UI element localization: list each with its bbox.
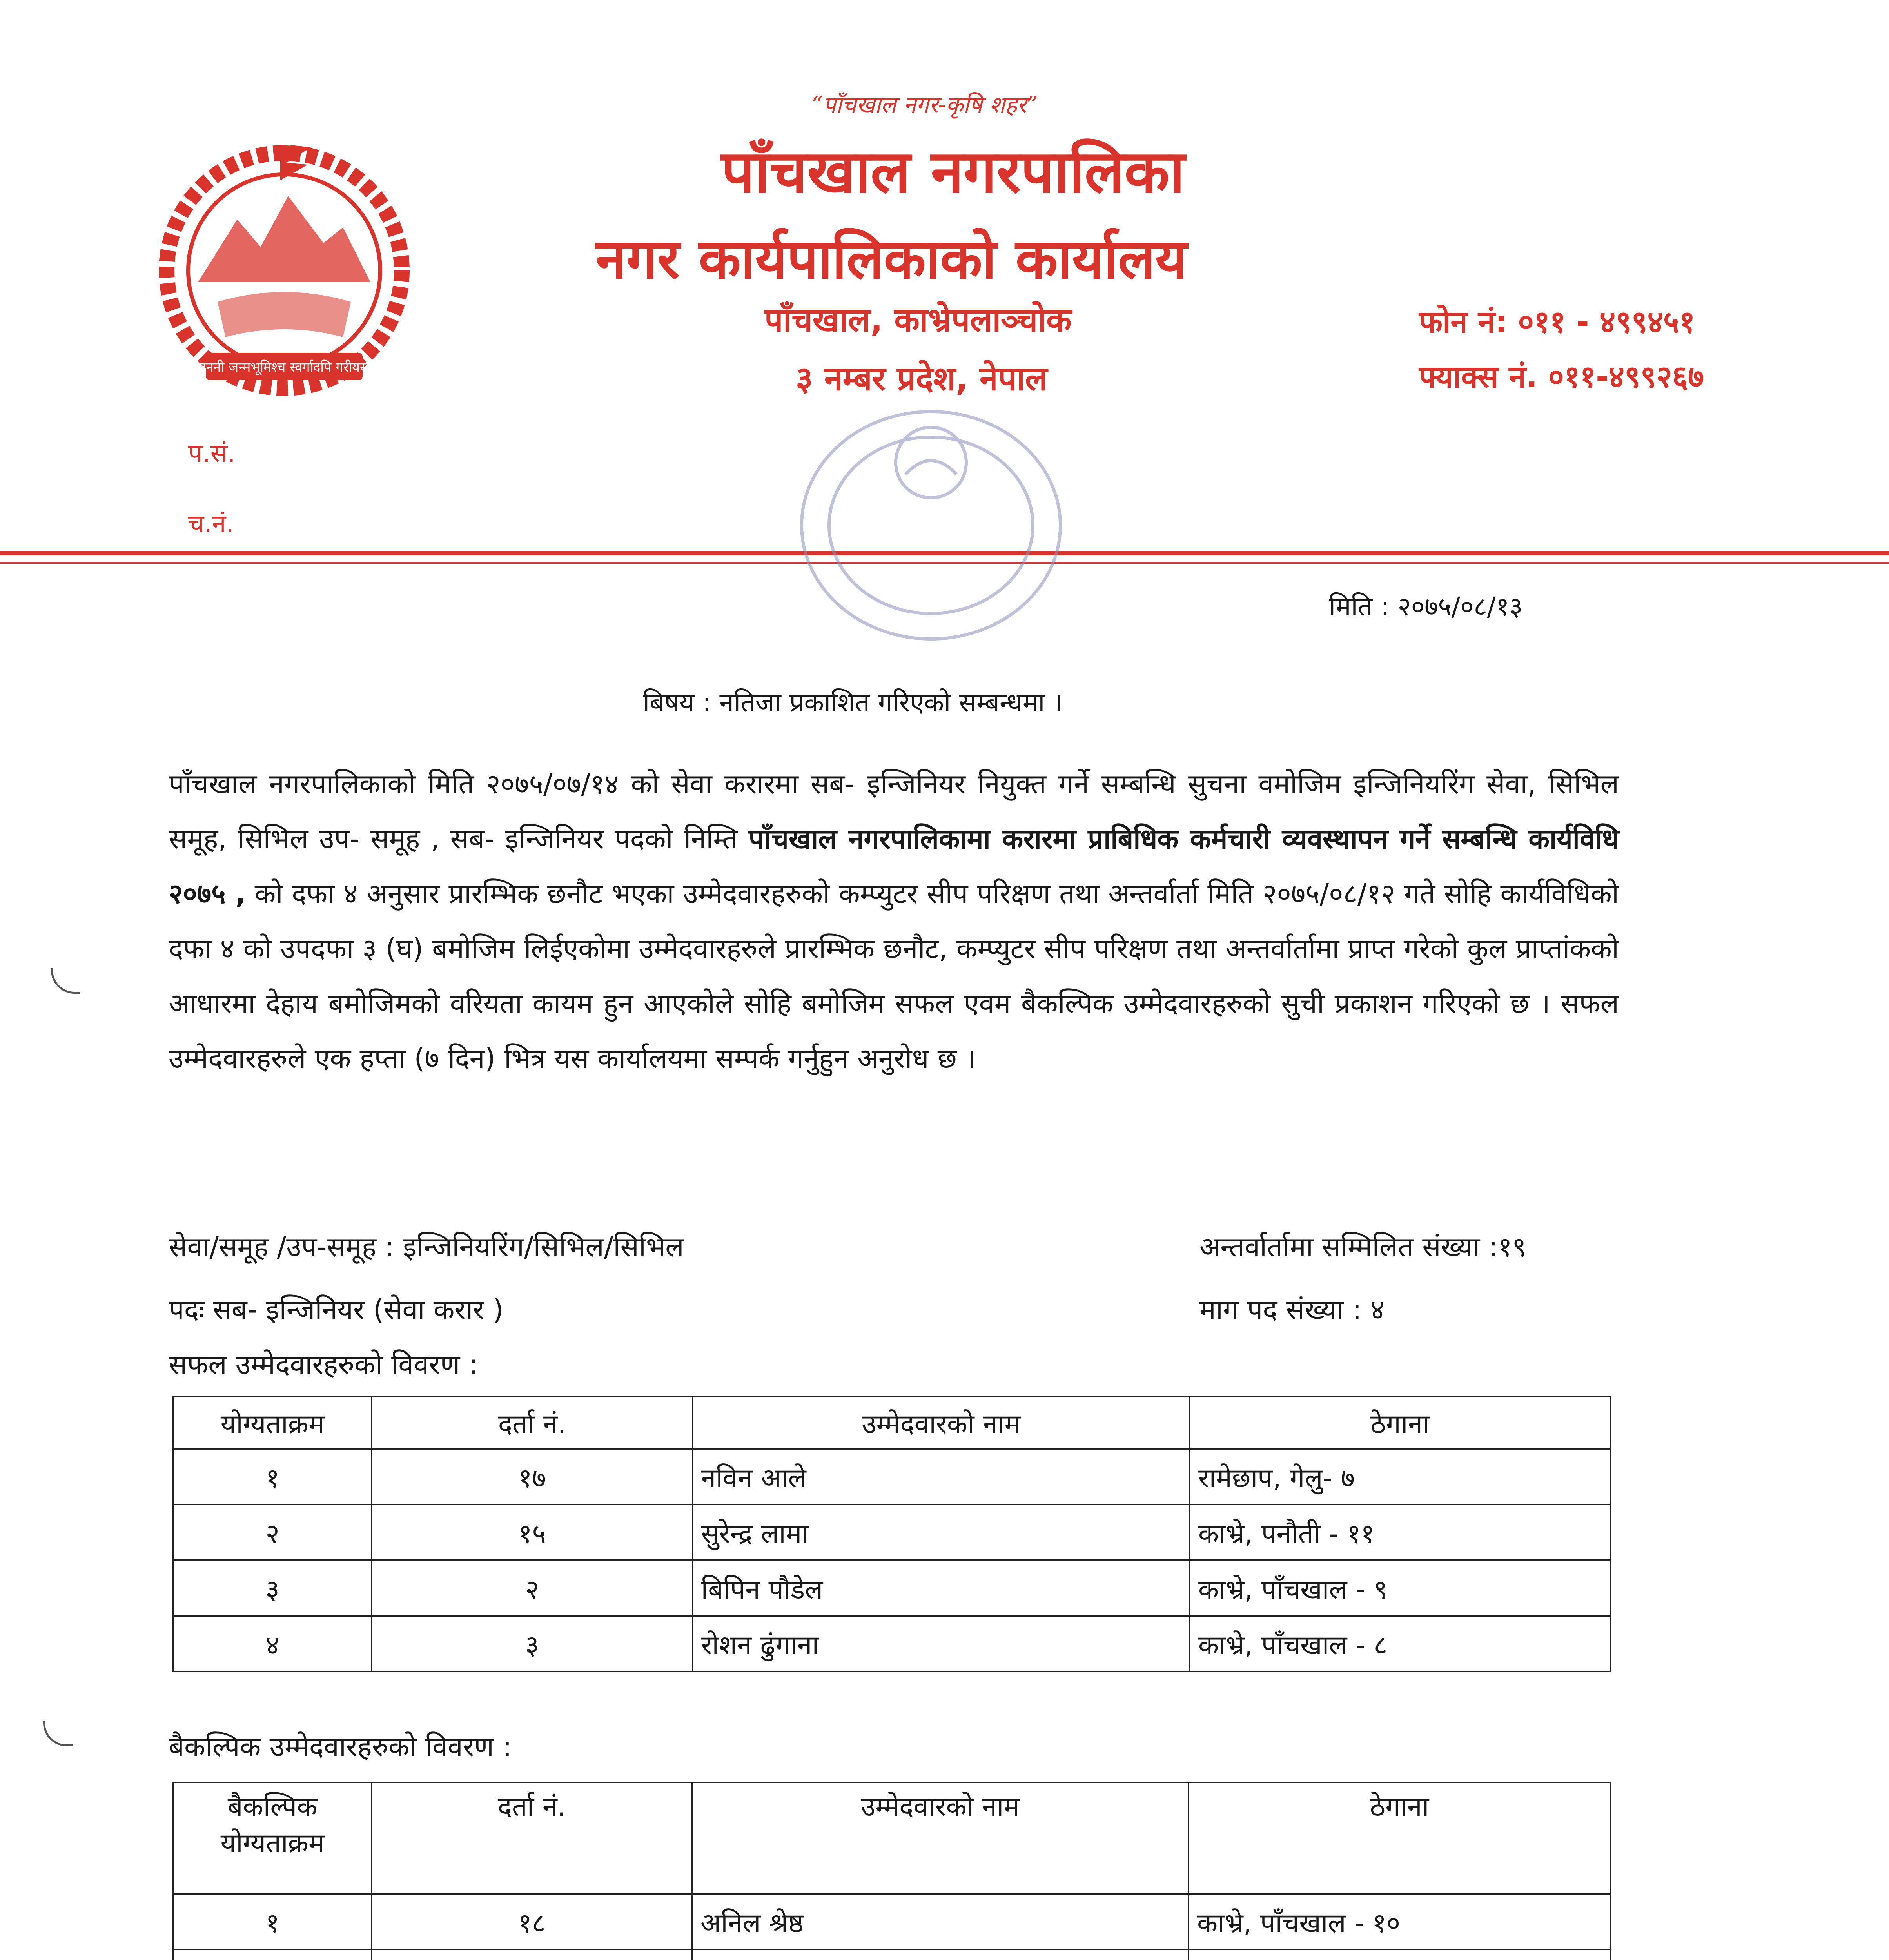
cell-rank: १ bbox=[173, 1449, 372, 1504]
letter-date: मिति : २०७५/०८/१३ bbox=[1329, 592, 1523, 622]
col-name: उम्मेदवारको नाम bbox=[692, 1782, 1189, 1894]
col-rank: योग्यताक्रम bbox=[173, 1396, 372, 1449]
margin-tick-mark bbox=[51, 968, 80, 994]
successful-candidates-table bbox=[172, 1396, 1611, 1672]
interview-count: अन्तर्वार्तामा सम्मिलित संख्या :१९ bbox=[1199, 1231, 1526, 1263]
cell-address: काभ्रे, पाँचखाल - ९ bbox=[1190, 1560, 1610, 1616]
body-text-part-1: पाँचखाल नगरपालिकाको मिति २०७५/०७/१४ को सेवा करारमा सब- इन्जिनियर नियुक्त गर्ने सम्बन्धि सुचना वमोजिम इन्जिनियरिंग सेवा, सिभिल समूह, सिभिल उप- समूह , सब- इन्जिनियर पदको निम्ति bbox=[169, 768, 1619, 855]
cell-name: रोशन ढुंगाना bbox=[693, 1616, 1190, 1671]
post-line: पदः सब- इन्जिनियर (सेवा करार ) bbox=[169, 1294, 504, 1326]
demand-count: माग पद संख्या : ४ bbox=[1199, 1294, 1385, 1326]
alternate-candidates-table bbox=[172, 1782, 1611, 1960]
cell-reg-no: १८ bbox=[372, 1894, 692, 1949]
cell-rank: २ bbox=[173, 1504, 372, 1560]
cell-rank: ३ bbox=[173, 1560, 372, 1616]
letter-body bbox=[169, 757, 1619, 1086]
cell-rank: १ bbox=[173, 1894, 372, 1949]
body-text-part-2: को दफा ४ अनुसार प्रारम्भिक छनौट भएका उम्मेदवारहरुको कम्प्युटर सीप परिक्षण तथा अन्तर्वार्ता मिति २०७५/०८/१२ गते सोहि कार्यविधिको दफा ४ को उपदफा ३ (घ) बमोजिम लिईएकोमा उम्मेदवारहरुले प्रारम्भिक छनौट, कम्प्युटर सीप परिक्षण तथा अन्तर्वार्तामा प्राप्त गरेको कुल प्राप्तांकको आधारमा देहाय बमोजिमको वरियता कायम हुन आएकोले सोहि बमोजिम सफल एवम बैकल्पिक उम्मेदवारहरुको सुची प्रकाशन गरिएको छ । सफल उम्मेदवारहरुले एक हप्ता (७ दिन) भित्र यस कार्यालयमा सम्पर्क गर्नुहुन अनुरोध छ । bbox=[169, 878, 1619, 1074]
municipality-name: पाँचखाल नगरपालिका bbox=[721, 137, 1185, 206]
cell-name bbox=[692, 1949, 1189, 1960]
address-line-2: ३ नम्बर प्रदेश, नेपाल bbox=[796, 359, 1048, 398]
cell-reg-no: १७ bbox=[372, 1449, 692, 1504]
margin-tick-mark bbox=[43, 1721, 73, 1746]
table-row bbox=[173, 1504, 1610, 1560]
cell-address: काभ्रे, पाँचखाल - १० bbox=[1189, 1894, 1610, 1949]
cell-reg-no: ३ bbox=[372, 1616, 692, 1671]
col-reg-no: दर्ता नं. bbox=[372, 1396, 692, 1449]
cell-address: काभ्रे, पाँचखाल - ८ bbox=[1190, 1616, 1610, 1671]
phone-number: फोन नं: ०११ - ४९९४५१ bbox=[1419, 305, 1695, 340]
cell-rank: ४ bbox=[173, 1616, 372, 1671]
tagline: “पाँचखाल नगर-कृषि शहर” bbox=[811, 91, 1038, 118]
emblem-motto: जननी जन्मभूमिश्च स्वर्गादपि गरीयसी bbox=[196, 359, 372, 375]
col-address: ठेगाना bbox=[1190, 1396, 1610, 1449]
dispatch-number-label: च.नं. bbox=[188, 510, 234, 539]
table-header-row bbox=[173, 1396, 1610, 1449]
table-row bbox=[173, 1616, 1610, 1671]
table-row bbox=[173, 1449, 1610, 1504]
reference-number-label: प.सं. bbox=[188, 439, 236, 468]
cell-name: नविन आले bbox=[693, 1449, 1190, 1504]
body-text-bold: पाँचखाल नगरपालिकामा करारमा प्राबिधिक कर्मचारी व्यवस्थापन गर्ने सम्बन्धि कार्यविधि २०७५ , bbox=[169, 823, 1619, 910]
office-name: नगर कार्यपालिकाको कार्यालय bbox=[596, 227, 1187, 291]
table-row bbox=[173, 1949, 1610, 1960]
col-reg-no: दर्ता नं. bbox=[372, 1782, 692, 1894]
col-alt-rank: बैकल्पिक योग्यताक्रम bbox=[173, 1782, 372, 1894]
alternate-heading: बैकल्पिक उम्मेदवारहरुको विवरण : bbox=[169, 1731, 512, 1763]
table-row bbox=[173, 1560, 1610, 1616]
successful-heading: सफल उम्मेदवारहरुको विवरण : bbox=[169, 1348, 478, 1381]
office-seal-stamp bbox=[788, 400, 1074, 651]
cell-name: बिपिन पौडेल bbox=[693, 1560, 1190, 1616]
letter-subject: बिषय : नतिजा प्रकाशित गरिएको सम्बन्धमा । bbox=[643, 688, 1063, 718]
cell-reg-no bbox=[372, 1949, 692, 1960]
cell-rank bbox=[173, 1949, 372, 1960]
table-header-row bbox=[173, 1782, 1610, 1894]
cell-reg-no: १५ bbox=[372, 1504, 692, 1560]
cell-address bbox=[1189, 1949, 1610, 1960]
cell-reg-no: २ bbox=[372, 1560, 692, 1616]
service-group-line: सेवा/समूह /उप-समूह : इन्जिनियरिंग/सिभिल/सिभिल bbox=[169, 1231, 684, 1263]
cell-name: सुरेन्द्र लामा bbox=[693, 1504, 1190, 1560]
fax-number: फ्याक्स नं. ०११-४९९२६७ bbox=[1419, 359, 1704, 395]
col-address: ठेगाना bbox=[1189, 1782, 1610, 1894]
col-name: उम्मेदवारको नाम bbox=[693, 1396, 1190, 1449]
address-line-1: पाँचखाल, काभ्रेपलाञ्चोक bbox=[764, 301, 1072, 339]
table-row bbox=[173, 1894, 1610, 1949]
cell-address: रामेछाप, गेलु- ७ bbox=[1190, 1449, 1610, 1504]
cell-address: काभ्रे, पनौती - ११ bbox=[1190, 1504, 1610, 1560]
nepal-emblem-logo bbox=[139, 118, 429, 416]
cell-name: अनिल श्रेष्ठ bbox=[692, 1894, 1189, 1949]
